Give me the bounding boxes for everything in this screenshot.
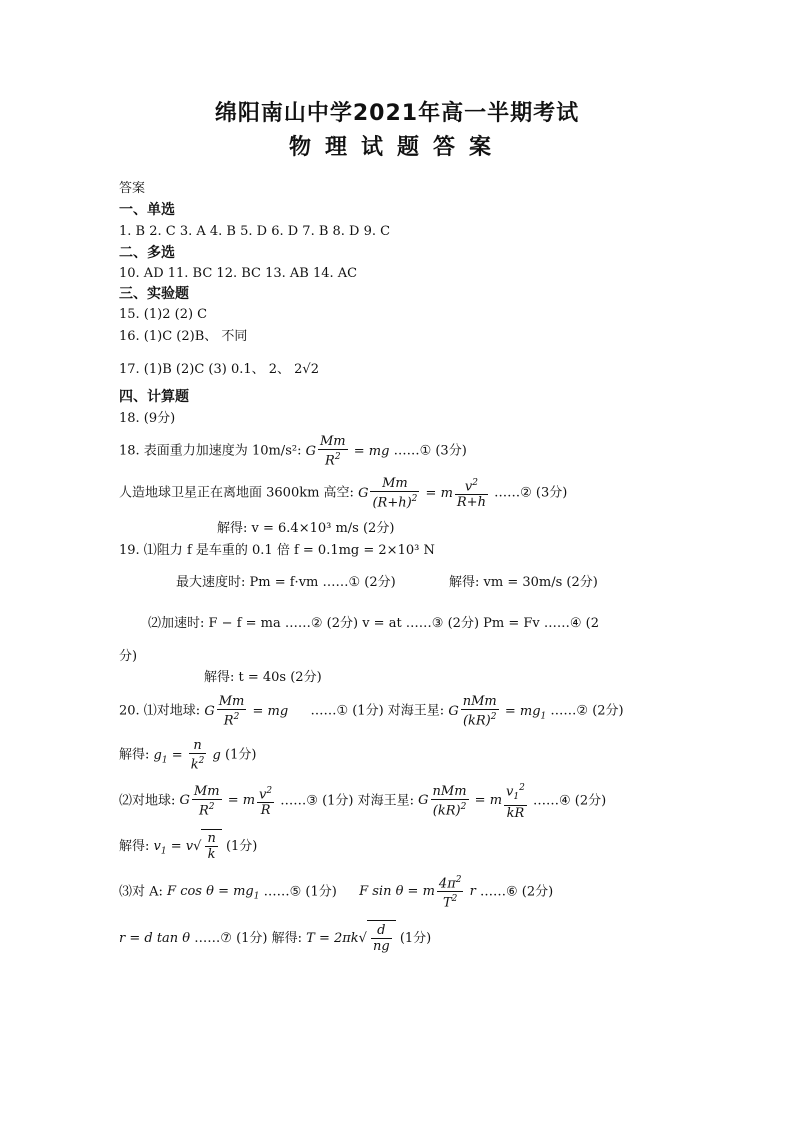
section-single-choice: 一、单选 — [119, 202, 175, 218]
answer-18-line-a — [119, 434, 467, 468]
q18-a-score: ……① (3分) — [393, 443, 467, 459]
answer-18-header: 18. (9分) — [119, 411, 176, 426]
answer-19-line-b1: 最大速度时: Pm = f·vm ……① (2分) — [176, 575, 396, 590]
answer-20-line-b — [119, 738, 256, 776]
answer-18-line-b — [119, 476, 567, 511]
page-title: 绵阳南山中学2021年高一半期考试 — [214, 101, 580, 126]
page-subtitle: 物理试题答案 — [288, 135, 505, 160]
q20-f-score: ……⑦ (1分) 解得: — [194, 931, 302, 946]
q20-c-label: ⑵对地球: — [119, 793, 176, 809]
intro-label: 答案 — [119, 181, 146, 196]
answer-18-result: 解得: v = 6.4×10³ m/s (2分) — [217, 521, 395, 536]
q20-a-score2: ……② (2分) — [550, 703, 624, 719]
formula-gravity: G $\frac{Mm}{R^2}$ = mg — [305, 434, 390, 469]
answer-20-line-a — [119, 694, 624, 732]
formula-v1: $v_1 = v√$ $\frac{n}{k}$ — [154, 839, 222, 854]
q18-a-label: 18. 表面重力加速度为 10m/s²: — [119, 443, 302, 459]
formula-radius: r = d tan θ — [119, 931, 191, 946]
q20-c-score2: ……④ (2分) — [533, 793, 607, 809]
answer-20-line-d — [119, 829, 257, 869]
formula-g1: $g_1$ = $\frac{n}{k^2}$ g — [153, 738, 221, 773]
formula-period: T = 2πk√ $\frac{d}{ng}$ — [306, 931, 396, 946]
section-experiment: 三、实验题 — [119, 286, 189, 302]
q20-b-label: 解得: — [119, 747, 150, 763]
formula-earth-orbit: G $\frac{Mm}{R^2}$ = m $\frac{v^2}{R}$ — [179, 783, 273, 819]
answer-19-line-c2: 分) — [119, 649, 138, 664]
answer-20-line-c — [119, 781, 606, 821]
answer-20-line-f — [119, 920, 431, 957]
q20-d-label: 解得: — [119, 839, 150, 854]
answer-16: 16. (1)C (2)B、 不同 — [119, 329, 248, 344]
q20-f-score2: (1分) — [399, 931, 432, 946]
formula-vertical: F $\cos \theta = mg_1$ — [167, 884, 260, 902]
q20-e-label: ⑶对 A: — [119, 884, 163, 900]
formula-neptune-orbit: G $\frac{\text{nMm}}{(kR)^2}$ = m $\frac{v_1^2}{kR}$ — [418, 783, 525, 821]
q20-c-score: ……③ (1分) 对海王星: — [280, 793, 414, 809]
formula-earth-surface: G $\frac{Mm}{R^2}$ = mg — [204, 694, 289, 729]
single-choice-answers: 1. B 2. C 3. A 4. B 5. D 6. D 7. B 8. D 9. C — [119, 224, 391, 239]
q20-d-score: (1分) — [225, 839, 258, 854]
formula-horizontal: F sin θ = m $\frac{4\pi^2}{T^2}$ r — [359, 875, 476, 911]
q18-b-score: ……② (3分) — [494, 485, 568, 501]
q20-a-label: 20. ⑴对地球: — [119, 703, 201, 719]
multi-choice-answers: 10. AD 11. BC 12. BC 13. AB 14. AC — [119, 266, 358, 281]
answer-15: 15. (1)2 (2) C — [119, 307, 208, 322]
answer-19-line-a: 19. ⑴阻力 f 是车重的 0.1 倍 f = 0.1mg = 2×10³ N — [119, 543, 435, 558]
section-multi-choice: 二、多选 — [119, 245, 175, 261]
formula-orbit: G $\frac{Mm}{(R+h)^2}$ = m $\frac{v^2}{R+h}$ — [358, 476, 486, 511]
answer-19-line-b2: 解得: vm = 30m/s (2分) — [449, 575, 598, 590]
q20-e-score: ……⑤ (1分) — [263, 884, 337, 900]
answer-19-result: 解得: t = 40s (2分) — [204, 670, 322, 685]
answer-17: 17. (1)B (2)C (3) 0.1、 2、 2√2 — [119, 362, 319, 377]
q20-a-score: ……① (1分) 对海王星: — [310, 703, 445, 719]
formula-neptune-surface: G $\frac{\text{nMm}}{(kR)^2}$ = $mg_1$ — [448, 694, 547, 729]
q20-b-score: (1分) — [225, 747, 257, 763]
section-calculation: 四、计算题 — [119, 389, 189, 405]
q20-e-score2: ……⑥ (2分) — [479, 884, 554, 900]
answer-20-line-e — [119, 873, 553, 914]
answer-19-line-c: ⑵加速时: F − f = ma ……② (2分) v = at ……③ (2分) Pm = Fv ……④ (2 — [148, 616, 600, 631]
q18-b-label: 人造地球卫星正在离地面 3600km 高空: — [119, 485, 354, 501]
